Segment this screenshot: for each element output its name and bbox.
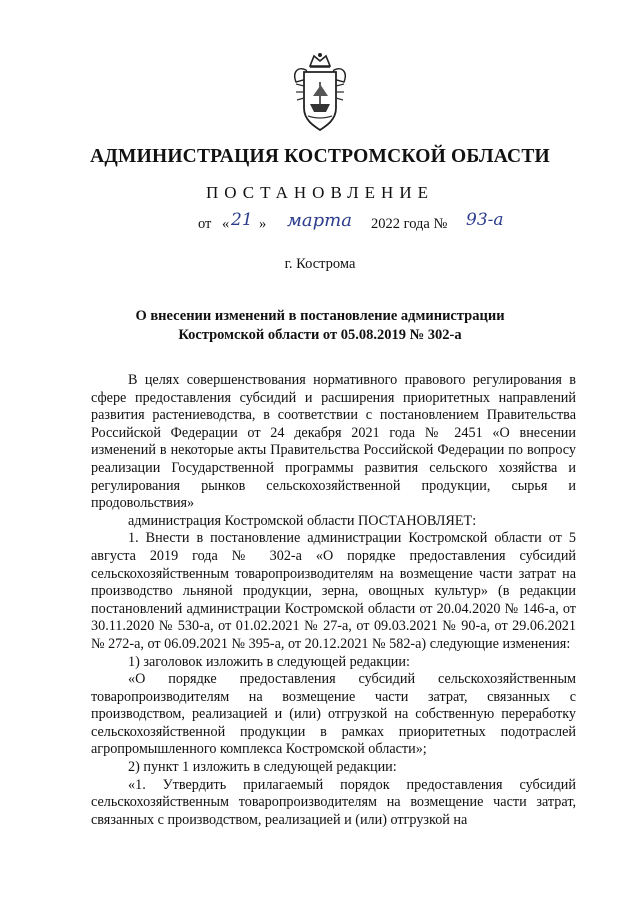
quote-close: » [259,216,267,232]
document-type: ПОСТАНОВЛЕНИЕ [205,183,434,202]
city: г. Кострома [284,256,356,272]
subject-line-2: Костромской области от 05.08.2019 № 302-а [178,327,462,343]
year-label: 2022 года № [371,216,448,232]
subject-heading [0,307,640,345]
paragraph-subitem-1: 1) заголовок изложить в следующей редакции: [128,653,410,670]
quote-open: « [222,216,230,232]
paragraph-subitem-2: 2) пункт 1 изложить в следующей редакции: [128,759,397,776]
handwritten-number: 93-а [466,210,504,230]
subject-line-1: О внесении изменений в постановление администрации [135,308,505,324]
agency-title: АДМИНИСТРАЦИЯ КОСТРОМСКОЙ ОБЛАСТИ [90,146,550,167]
handwritten-day: 21 [231,210,253,230]
date-prefix: от [198,216,212,232]
paragraph-resolves: администрация Костромской области ПОСТАНОВЛЯЕТ: [128,512,477,529]
paragraph-new-item-1: «1. Утвердить прилагаемый порядок предоставления субсидий сельскохозяйственным товаропроизводителям на возмещение части затрат, связанных с производством, реализацией и (или) отгрузкой на [91,776,576,828]
handwritten-month: марта [287,210,352,231]
paragraph-preamble: В целях совершенствования нормативного правового регулирования в сфере предоставления субсидий и расширения приоритетных направлений развития растениеводства, в соответствии с постановлением Правительства Российской Федерации от 24 декабря 2021 года № 2451 «О внесении изменений в некоторые акты Правительства Российской Федерации по вопросу реализации Государственной программы развития сельского хозяйства и регулирования рынков сельскохозяйственной продукции, сырья и продовольствия» [91,372,576,512]
paragraph-item-1: 1. Внести в постановление администрации Костромской области от 5 августа 2019 года № 302-а «О порядке предоставления субсидий сельскохозяйственным товаропроизводителям на возмещение части затрат на производство льняной продукции, зерна, овощных культур» (в редакции постановлений администрации Костромской области от 20.04.2020 № 146-а, от 30.11.2020 № 530-а, от 01.02.2021 № 27-а, от 09.03.2021 № 90-а, от 29.06.2021 № 272-а, от 06.09.2021 № 395-а, от 20.12.2021 № 582-а) следующие изменения: [91,530,576,652]
coat-of-arms-emblem [288,52,352,134]
paragraph-new-title: «О порядке предоставления субсидий сельскохозяйственным товаропроизводителям на возмещение части затрат, связанных с производством, реализацией и (или) отгрузкой на собственную переработку сельскохозяйственной продукции в рамках приоритетных подотраслей агропромышленного комплекса Костромской области»; [91,671,576,758]
document-body [91,372,576,829]
